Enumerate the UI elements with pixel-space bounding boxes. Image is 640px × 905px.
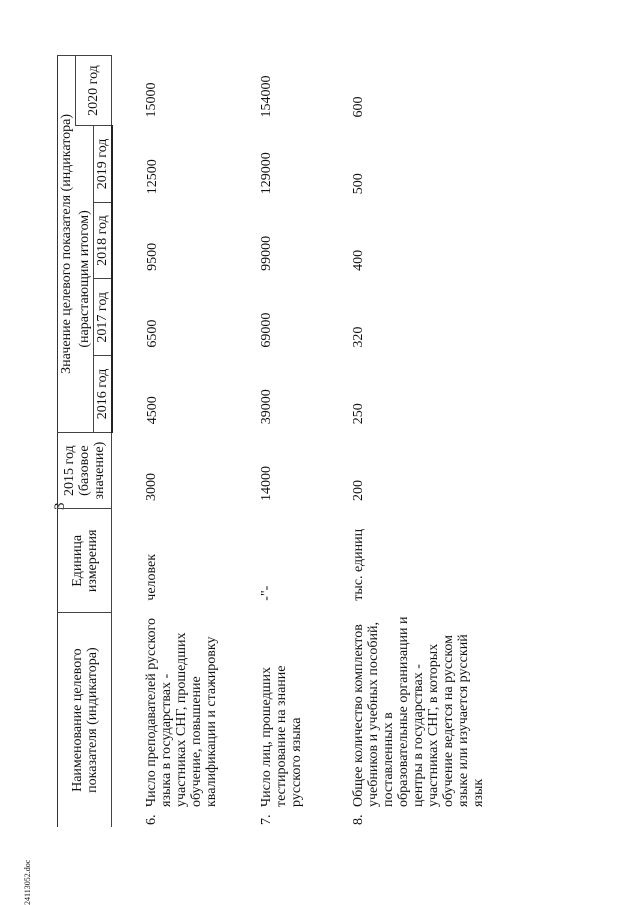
value-2020: 15000 [144, 82, 159, 118]
footer-file-name: 24113052.doc [23, 859, 32, 905]
header-indicator-name: Наименование целевого показателя (индикатора) [58, 613, 112, 827]
value-2017: 69000 [258, 312, 274, 348]
value-2017: 6500 [144, 319, 160, 348]
page-number: 3 [52, 502, 68, 510]
table-row [331, 56, 486, 828]
row-number: 6. [144, 814, 159, 825]
table-row [245, 56, 331, 828]
value-2018: 400 [350, 249, 366, 271]
value-2020: 154000 [258, 75, 274, 118]
indicator-name: Число лиц, прошедших тестирование на знание русского языка [258, 665, 304, 807]
indicator-name: Число преподавателей русского языка в государствах - участниках СНГ, прошедших обучение, повышение квалификации и стажировку [144, 618, 219, 807]
indicator-name: Общее количество комплектов учебников и учебных пособий, поставленных в образовательные организации и центры в государствах - участниках СНГ, в которых обучение ведется на русском языке или изучается русский язык [350, 616, 486, 807]
table-row [112, 56, 245, 828]
header-year-2017: 2017 год [93, 279, 112, 356]
indicator-unit: -"- [258, 585, 274, 601]
indicator-unit: человек [144, 553, 159, 601]
value-2016: 39000 [258, 389, 274, 425]
value-2017: 320 [350, 326, 366, 348]
value-2019: 12500 [144, 159, 160, 195]
base-value: 14000 [258, 465, 274, 501]
value-2016: 4500 [144, 396, 160, 425]
value-2019: 129000 [258, 152, 274, 195]
header-year-2016: 2016 год [93, 356, 112, 433]
value-2019: 500 [350, 173, 366, 195]
base-value: 200 [350, 479, 366, 501]
row-number: 8. [350, 814, 366, 825]
header-unit: Единица измерения [58, 509, 112, 613]
value-2016: 250 [350, 403, 366, 425]
indicator-unit: тыс. единиц [350, 528, 366, 601]
header-cumulative: (нарастающим итогом) [76, 126, 94, 433]
row-number: 7. [258, 814, 274, 825]
base-value: 3000 [144, 472, 159, 501]
value-2018: 99000 [258, 235, 274, 271]
header-base-year: 2015 год (базовое значение) [58, 432, 112, 509]
value-2020: 600 [350, 96, 366, 118]
header-year-2020: 2020 год [76, 56, 112, 126]
value-2018: 9500 [144, 242, 160, 271]
indicators-table [57, 55, 486, 827]
header-year-2019: 2019 год [93, 126, 112, 203]
header-year-2018: 2018 год [93, 202, 112, 279]
header-target-value: Значение целевого показателя (индикатора) [58, 56, 76, 433]
